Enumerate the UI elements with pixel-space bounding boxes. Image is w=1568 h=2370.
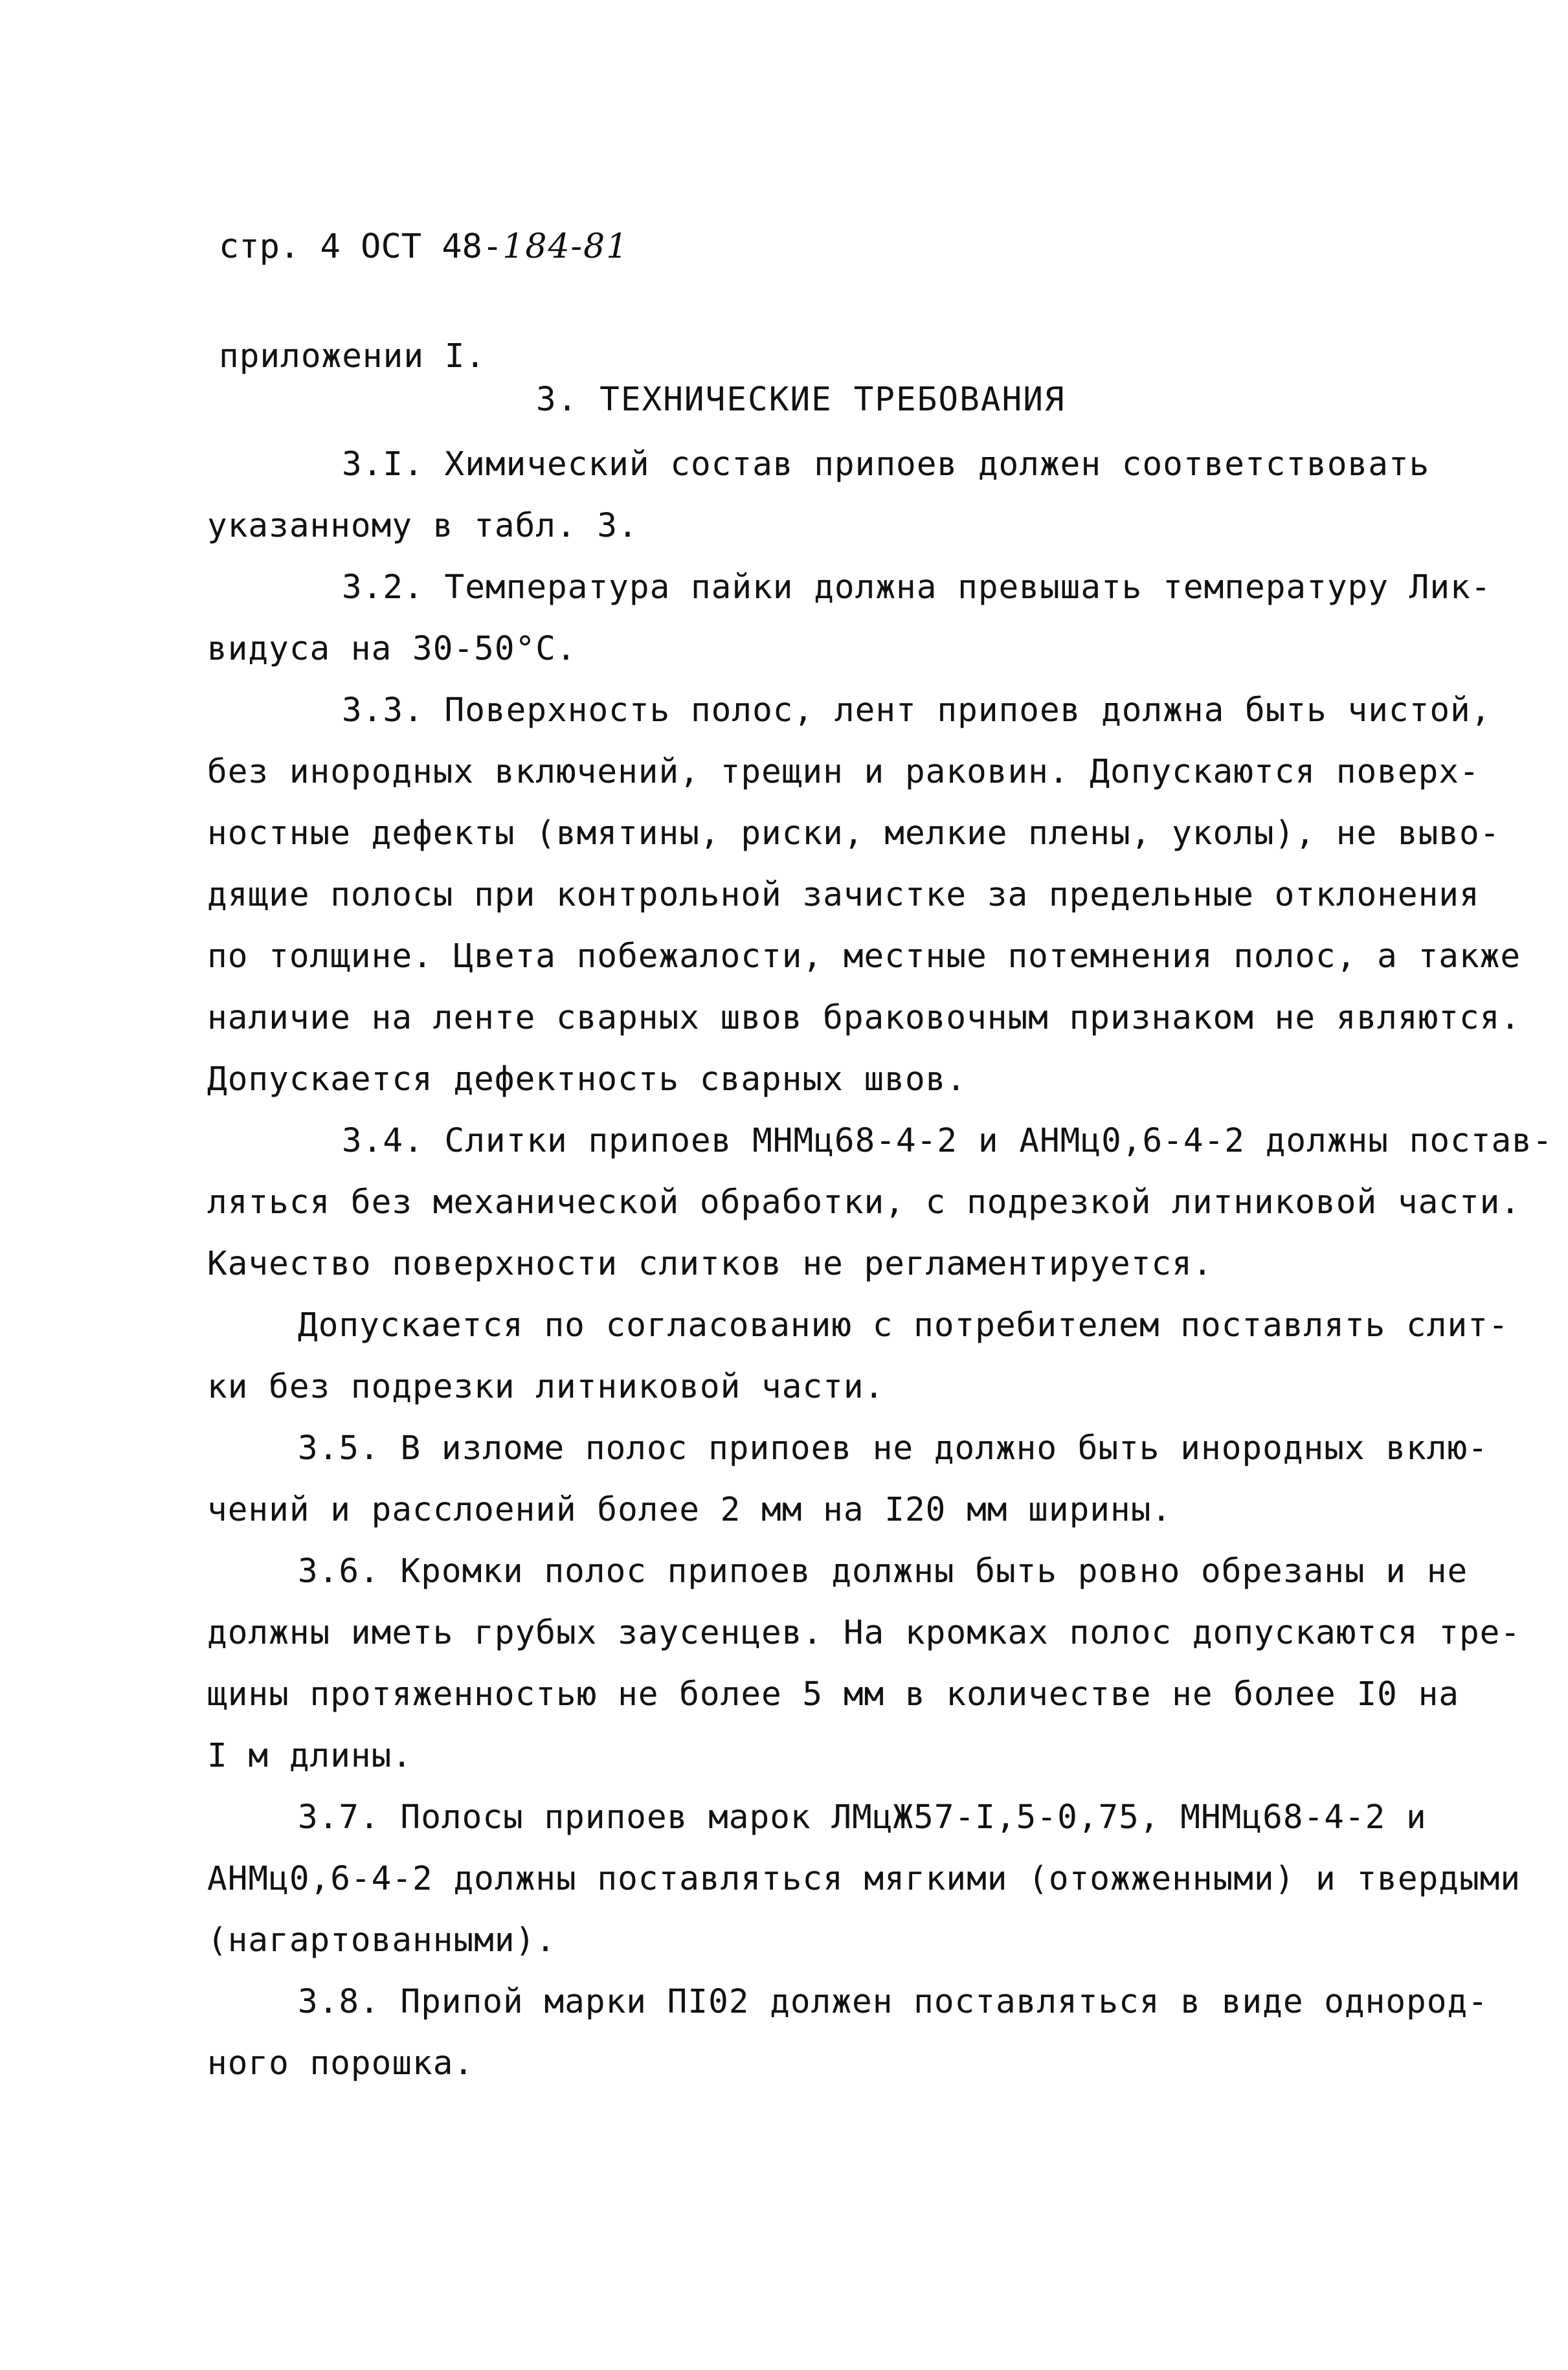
text-line: ки без подрезки литниковой части. [207, 1368, 885, 1406]
text-line: ностные дефекты (вмятины, риски, мелкие плены, уколы), не выво- [207, 814, 1501, 853]
page-label: стр. 4 ОСТ 48- [219, 227, 503, 266]
text-line: АНМц0,6-4-2 должны поставляться мягкими (отожженными) и твердыми [207, 1860, 1521, 1898]
text-line: 3.7. Полосы припоев марок ЛМцЖ57-I,5-0,75, МНМц68-4-2 и [298, 1798, 1427, 1837]
text-line: (нагартованными). [207, 1921, 556, 1960]
text-line: Допускается дефектность сварных швов. [207, 1060, 967, 1099]
text-line: 3.3. Поверхность полос, лент припоев должна быть чистой, [342, 691, 1492, 730]
handwritten-standard-number: 184-81 [502, 227, 629, 266]
text-line: 3.4. Слитки припоев МНМц68-4-2 и АНМц0,6-4-2 должны постав- [342, 1122, 1553, 1160]
text-line: 3.6. Кромки полос припоев должны быть ровно обрезаны и не [298, 1552, 1468, 1591]
text-line: чений и расслоений более 2 мм на I20 мм ширины. [207, 1491, 1172, 1529]
intro-line: приложении I. [219, 337, 486, 375]
page-header [219, 227, 629, 266]
text-line: должны иметь грубых заусенцев. На кромках полос допускаются тре- [207, 1614, 1521, 1652]
text-line: без инородных включений, трещин и раковин. Допускаются поверх- [207, 753, 1480, 791]
text-line: Допускается по согласованию с потребителем поставлять слит- [298, 1306, 1509, 1345]
text-line: видуса на 30-50°С. [207, 630, 577, 668]
text-line: наличие на ленте сварных швов браковочным признаком не являются. [207, 999, 1521, 1037]
text-line: Качество поверхности слитков не регламентируется. [207, 1245, 1213, 1283]
text-line: щины протяженностью не более 5 мм в количестве не более I0 на [207, 1675, 1459, 1714]
text-line: 3.5. В изломе полос припоев не должно быть инородных вклю- [298, 1429, 1488, 1468]
text-line: 3.2. Температура пайки должна превышать температуру Лик- [342, 568, 1492, 607]
section-title: 3. ТЕХНИЧЕСКИЕ ТРЕБОВАНИЯ [536, 381, 1066, 419]
text-line: I м длины. [207, 1737, 413, 1775]
text-line: 3.8. Припой марки ПI02 должен поставляться в виде однород- [298, 1983, 1488, 2021]
text-line: дящие полосы при контрольной зачистке за предельные отклонения [207, 876, 1480, 914]
text-line: по толщине. Цвета побежалости, местные потемнения полос, а также [207, 937, 1521, 976]
text-line: ного порошка. [207, 2044, 475, 2083]
text-line: ляться без механической обработки, с подрезкой литниковой части. [207, 1183, 1521, 1222]
text-line: указанному в табл. 3. [207, 507, 638, 545]
text-line: 3.I. Химический состав припоев должен соответствовать [342, 445, 1430, 484]
